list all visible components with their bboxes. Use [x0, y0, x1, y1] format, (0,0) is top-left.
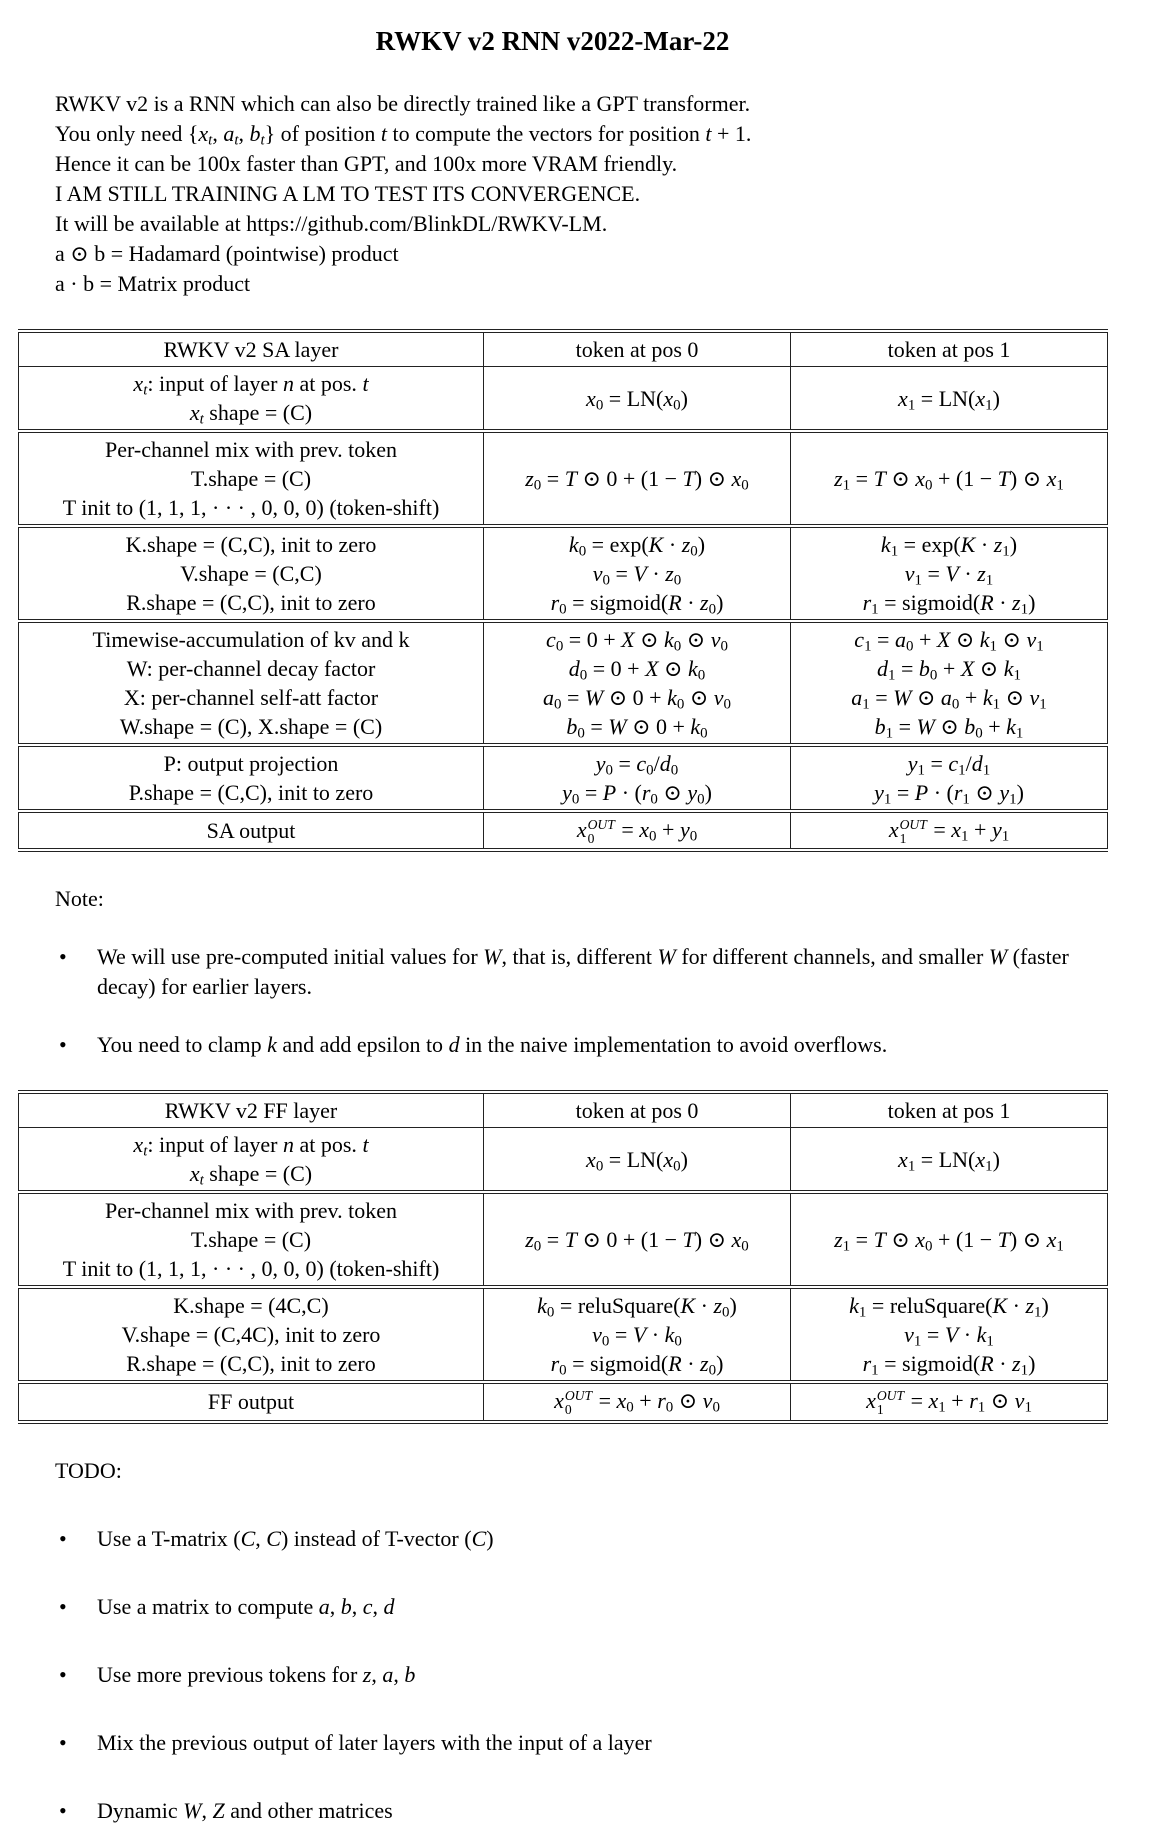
- intro-link-line: [55, 209, 1170, 239]
- bullet-icon: •: [59, 1729, 67, 1755]
- list-item: [55, 942, 1170, 1002]
- table-row-input: [19, 1128, 1108, 1193]
- bullet-icon: •: [59, 1525, 67, 1551]
- bullet-icon: •: [59, 1797, 67, 1823]
- column-header-token-pos-0: token at pos 0: [484, 331, 791, 367]
- label-cell: K.shape = (4C,C) V.shape = (C,4C), init to zero R.shape = (C,C), init to zero: [19, 1287, 484, 1382]
- label-cell: Per-channel mix with prev. token T.shape = (C) T init to (1, 1, 1, · · · , 0, 0, 0) (token-shift): [19, 1192, 484, 1287]
- formula-cell-pos0: $x_0 = LN(x_0)$: [484, 367, 791, 432]
- label-cell: $x_t$: input of layer n at pos. t $x_t$ shape = (C): [19, 367, 484, 432]
- todo-bullet-text: Use more previous tokens for z, a, b: [97, 1661, 416, 1687]
- formula-cell-pos0: $c_0 = 0 + X$ ⊙ $k_0$ ⊙ $v_0$ $d_0 = 0 + X$ ⊙ $k_0$ $a_0 = W$ ⊙ $0 + k_0$ ⊙ $v_0$ $b_0 = W$ ⊙ $0 + k_0$: [484, 621, 791, 745]
- column-header-ff-layer: RWKV v2 FF layer: [19, 1092, 484, 1128]
- formula-cell-pos1: $x_1 = LN(x_1)$: [791, 367, 1108, 432]
- column-header-sa-layer: RWKV v2 SA layer: [19, 331, 484, 367]
- formula-cell-pos1: x OUT 1 = $x_1 + y_1$: [791, 811, 1108, 850]
- bullet-icon: •: [59, 1661, 67, 1687]
- intro-line: Hence it can be 100x faster than GPT, and 100x more VRAM friendly.: [55, 151, 678, 176]
- table-header-row: [19, 331, 1108, 367]
- list-item: [55, 1592, 1170, 1622]
- table-row-sa-output: [19, 811, 1108, 850]
- table-row-kvr: [19, 526, 1108, 621]
- todo-bullet-text: Mix the previous output of later layers with the input of a layer: [97, 1729, 652, 1755]
- intro-line: RWKV v2 is a RNN which can also be directly trained like a GPT transformer.: [55, 91, 751, 116]
- todo-bullet-text: Use a matrix to compute a, b, c, d: [97, 1593, 395, 1619]
- list-item: [55, 1660, 1170, 1690]
- note-heading: Note:: [55, 886, 104, 912]
- formula-cell-pos1: $c_1 = a_0 + X$ ⊙ $k_1$ ⊙ $v_1$ $d_1 = b_0 + X$ ⊙ $k_1$ $a_1 = W$ ⊙ $a_0 + k_1$ ⊙ $v_1$ $b_1 = W$ ⊙ $b_0 + k_1$: [791, 621, 1108, 745]
- intro-paragraph: [55, 89, 1170, 299]
- formula-cell-pos0: x OUT 0 = $x_0 + y_0$: [484, 811, 791, 850]
- label-cell: K.shape = (C,C), init to zero V.shape = (C,C) R.shape = (C,C), init to zero: [19, 526, 484, 621]
- column-header-token-pos-1: token at pos 1: [791, 1092, 1108, 1128]
- column-header-token-pos-0: token at pos 0: [484, 1092, 791, 1128]
- label-cell: FF output: [19, 1382, 484, 1421]
- intro-line: You only need {$x_t$, $a_t$, $b_t$} of position t to compute the vectors for position t + 1.: [55, 121, 752, 149]
- hadamard-definition-line: a ⊙ b = Hadamard (pointwise) product: [55, 241, 399, 266]
- todo-bullet-text: Use a T-matrix (C, C) instead of T-vector (C): [97, 1525, 494, 1551]
- intro-line: I AM STILL TRAINING A LM TO TEST ITS CONVERGENCE.: [55, 181, 641, 206]
- table-row-ff-output: [19, 1382, 1108, 1421]
- formula-cell-pos0: x OUT 0 = $x_0 + r_0$ ⊙ $v_0$: [484, 1382, 791, 1421]
- formula-cell-pos0: $k_0 = \exp(K \cdot z_0)$ $v_0 = V \cdot z_0$ $r_0$ = sigmoid(R · $z_0$): [484, 526, 791, 621]
- table-row-timewise-accumulation: [19, 621, 1108, 745]
- list-item: [55, 1728, 1170, 1758]
- link-prefix: It will be available at: [55, 211, 247, 236]
- formula-cell-pos0: $z_0 = T$ ⊙ 0 + (1 − T) ⊙ $x_0$: [484, 1192, 791, 1287]
- bullet-icon: •: [59, 1593, 67, 1619]
- sa-layer-table: [18, 329, 1108, 852]
- note-bullet-text: We will use pre-computed initial values for W, that is, different W for different channels, and smaller W (faster decay) for earlier layers.: [97, 944, 1069, 1000]
- bullet-icon: •: [59, 944, 67, 970]
- note-bullet-list: [55, 942, 1170, 1060]
- todo-bullet-list: [55, 1524, 1170, 1826]
- list-item: [55, 1796, 1170, 1826]
- list-item: [55, 1030, 1170, 1060]
- label-cell: SA output: [19, 811, 484, 850]
- ff-layer-table: [18, 1090, 1108, 1423]
- table-header-row: [19, 1092, 1108, 1128]
- table-row-input: [19, 367, 1108, 432]
- list-item: [55, 1524, 1170, 1554]
- formula-cell-pos1: $x_1 = LN(x_1)$: [791, 1128, 1108, 1193]
- page-title: RWKV v2 RNN v2022-Mar-22: [375, 26, 730, 56]
- todo-heading: TODO:: [55, 1457, 122, 1483]
- formula-cell-pos0: $k_0$ = reluSquare(K · $z_0$) $v_0 = V \cdot k_0$ $r_0$ = sigmoid(R · $z_0$): [484, 1287, 791, 1382]
- column-header-token-pos-1: token at pos 1: [791, 331, 1108, 367]
- formula-cell-pos1: $z_1 = T$ ⊙ $x_0 + (1 - T)$ ⊙ $x_1$: [791, 431, 1108, 526]
- label-cell: P: output projection P.shape = (C,C), init to zero: [19, 745, 484, 811]
- label-cell: Timewise-accumulation of kv and k W: per-channel decay factor X: per-channel self-att factor W.shape = (C), X.shape = (C): [19, 621, 484, 745]
- formula-cell-pos1: $z_1 = T$ ⊙ $x_0 + (1 - T)$ ⊙ $x_1$: [791, 1192, 1108, 1287]
- formula-cell-pos1: x OUT 1 = $x_1 + r_1$ ⊙ $v_1$: [791, 1382, 1108, 1421]
- note-bullet-text: You need to clamp k and add epsilon to d in the naive implementation to avoid overflows.: [97, 1032, 888, 1058]
- github-link[interactable]: https://github.com/BlinkDL/RWKV-LM: [246, 211, 602, 236]
- formula-cell-pos1: $k_1 = \exp(K \cdot z_1)$ $v_1 = V \cdot z_1$ $r_1$ = sigmoid(R · $z_1$): [791, 526, 1108, 621]
- table-row-kvr: [19, 1287, 1108, 1382]
- formula-cell-pos1: $k_1$ = reluSquare(K · $z_1$) $v_1 = V \cdot k_1$ $r_1$ = sigmoid(R · $z_1$): [791, 1287, 1108, 1382]
- table-row-output-projection: [19, 745, 1108, 811]
- table-row-token-shift: [19, 1192, 1108, 1287]
- formula-cell-pos0: $x_0 = LN(x_0)$: [484, 1128, 791, 1193]
- link-suffix: .: [601, 211, 608, 236]
- formula-cell-pos0: $z_0 = T$ ⊙ 0 + (1 − T) ⊙ $x_0$: [484, 431, 791, 526]
- formula-cell-pos0: $y_0 = c_0/d_0$ $y_0 = P \cdot (r_0$ ⊙ $y_0$): [484, 745, 791, 811]
- label-cell: $x_t$: input of layer n at pos. t $x_t$ shape = (C): [19, 1128, 484, 1193]
- label-cell: Per-channel mix with prev. token T.shape = (C) T init to (1, 1, 1, · · · , 0, 0, 0) (token-shift): [19, 431, 484, 526]
- formula-cell-pos1: $y_1 = c_1/d_1$ $y_1 = P \cdot (r_1$ ⊙ $y_1$): [791, 745, 1108, 811]
- bullet-icon: •: [59, 1032, 67, 1058]
- matrix-product-definition-line: a · b = Matrix product: [55, 271, 251, 296]
- todo-bullet-text: Dynamic W, Z and other matrices: [97, 1797, 393, 1823]
- table-row-token-shift: [19, 431, 1108, 526]
